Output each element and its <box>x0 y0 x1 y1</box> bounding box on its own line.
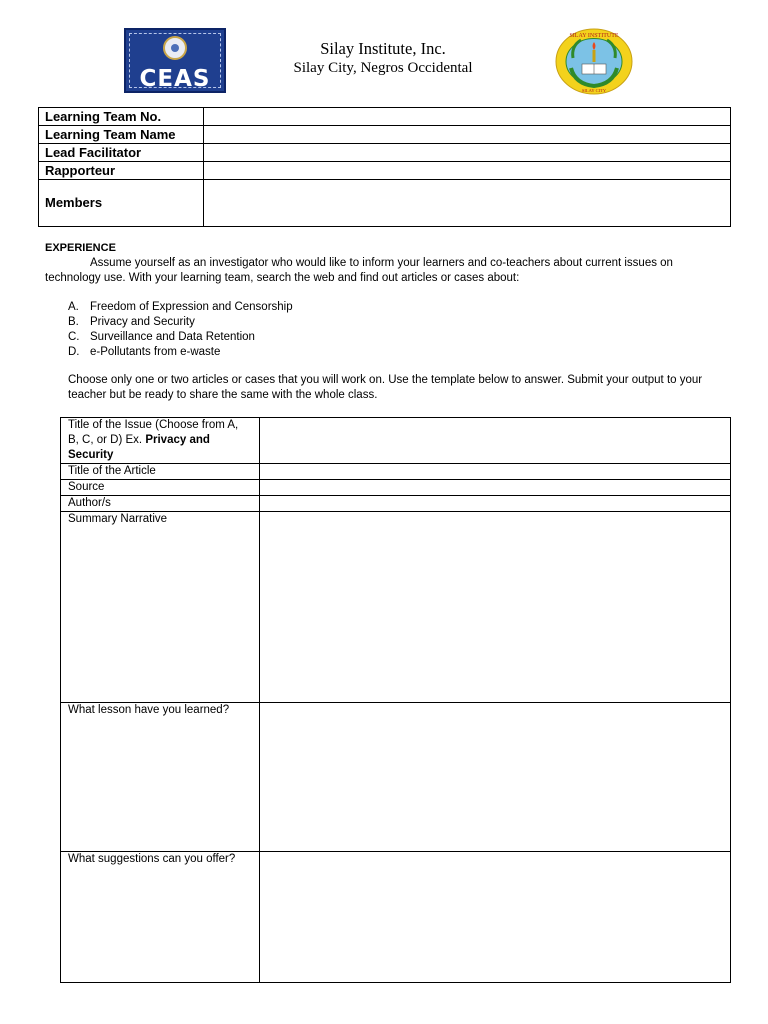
team-no-field[interactable] <box>204 108 731 126</box>
table-row <box>39 108 731 126</box>
team-name-label: Learning Team Name <box>39 126 204 144</box>
members-field[interactable] <box>204 180 731 227</box>
experience-title: EXPERIENCE <box>45 242 116 254</box>
issue-title-field[interactable] <box>260 418 731 464</box>
lesson-learned-label: What lesson have you learned? <box>61 703 260 852</box>
experience-paragraph: Assume yourself as an investigator who would like to inform your learners and co-teachers about current issues on technology use. With your learning team, search the web and find out articles or cases about: <box>45 257 673 284</box>
svg-text:SILAY CITY: SILAY CITY <box>581 88 607 93</box>
suggestions-label: What suggestions can you offer? <box>61 852 260 983</box>
table-row <box>61 852 731 983</box>
table-row <box>61 480 731 496</box>
table-row <box>61 512 731 703</box>
list-item <box>68 300 468 315</box>
option-text: e-Pollutants from e-waste <box>90 346 221 358</box>
lesson-learned-field[interactable] <box>260 703 731 852</box>
option-letter: C. <box>68 331 80 343</box>
table-row <box>39 180 731 227</box>
learning-team-table <box>38 107 731 227</box>
table-row <box>39 126 731 144</box>
summary-narrative-field[interactable] <box>260 512 731 703</box>
silay-institute-seal-icon <box>555 28 633 95</box>
option-letter: A. <box>68 301 79 313</box>
article-title-label: Title of the Article <box>61 464 260 480</box>
authors-field[interactable] <box>260 496 731 512</box>
source-label: Source <box>61 480 260 496</box>
summary-narrative-label: Summary Narrative <box>61 512 260 703</box>
source-field[interactable] <box>260 480 731 496</box>
ceas-logo <box>124 28 226 93</box>
option-text: Privacy and Security <box>90 316 195 328</box>
list-item <box>68 330 468 345</box>
table-row <box>61 418 731 464</box>
article-template-table <box>60 417 731 983</box>
issue-title-label <box>61 418 260 464</box>
experience-instructions: Choose only one or two articles or cases that you will work on. Use the template below to answer. Submit your output to your teacher but be ready to share the same with the whole class. <box>68 374 703 401</box>
issue-title-label-example: Privacy and Security <box>68 434 210 461</box>
institute-name: Silay Institute, Inc. <box>320 39 446 58</box>
ceas-logo-text: CEAS <box>139 66 211 92</box>
ceas-seal-icon <box>163 36 187 60</box>
lead-facilitator-field[interactable] <box>204 144 731 162</box>
option-text: Surveillance and Data Retention <box>90 331 255 343</box>
option-letter: B. <box>68 316 79 328</box>
authors-label: Author/s <box>61 496 260 512</box>
table-row <box>39 162 731 180</box>
team-no-label: Learning Team No. <box>39 108 204 126</box>
option-text: Freedom of Expression and Censorship <box>90 301 293 313</box>
option-letter: D. <box>68 346 80 358</box>
list-item <box>68 345 468 360</box>
lead-facilitator-label: Lead Facilitator <box>39 144 204 162</box>
rapporteur-field[interactable] <box>204 162 731 180</box>
team-name-field[interactable] <box>204 126 731 144</box>
list-item <box>68 315 468 330</box>
article-title-field[interactable] <box>260 464 731 480</box>
rapporteur-label: Rapporteur <box>39 162 204 180</box>
table-row <box>61 464 731 480</box>
issue-title-label-prefix: Title of the Issue (Choose from A, B, C, or D) Ex. <box>68 419 239 446</box>
table-row <box>61 703 731 852</box>
table-row <box>39 144 731 162</box>
institute-city: Silay City, Negros Occidental <box>293 60 473 76</box>
svg-text:SILAY INSTITUTE: SILAY INSTITUTE <box>569 33 619 39</box>
suggestions-field[interactable] <box>260 852 731 983</box>
issue-options-list <box>68 300 468 360</box>
members-label: Members <box>39 180 204 227</box>
table-row <box>61 496 731 512</box>
